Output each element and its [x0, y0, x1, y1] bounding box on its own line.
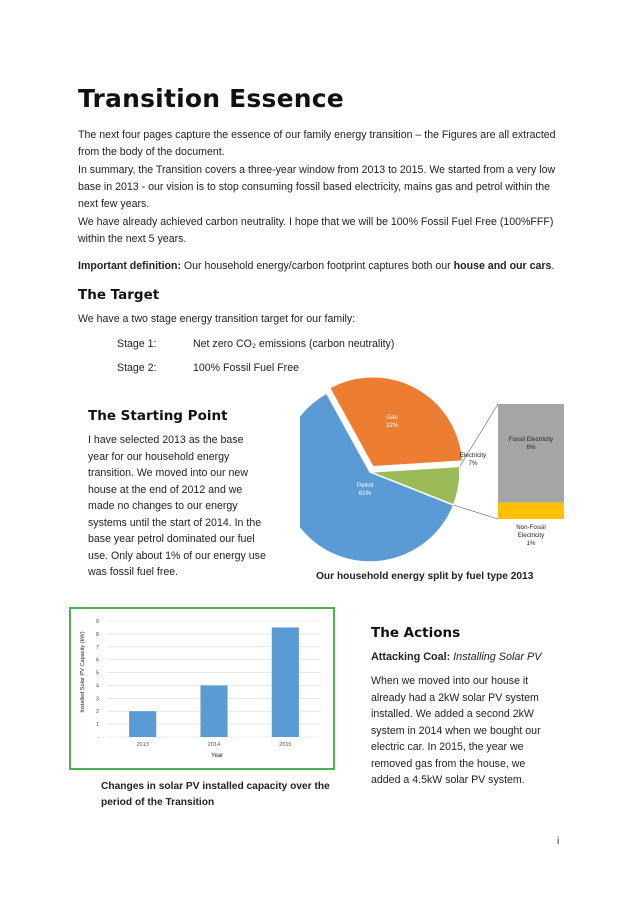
- intro-paragraph-3: We have already achieved carbon neutrality. I hope that we will be 100% Fossil Fuel Free (100%FFF) within the next 5 years.: [78, 216, 554, 245]
- breakdown-label-fossil: [504, 436, 558, 452]
- breakdown-label-nonfossil: [504, 524, 558, 548]
- bar-svg: [71, 609, 333, 768]
- bar-y-axis-label: Installed Solar PV Capacity (kW): [80, 631, 86, 713]
- bar-y-tick-label: 2: [95, 709, 99, 716]
- target-intro: We have a two stage energy transition target for our family:: [78, 313, 356, 325]
- breakdown-label-fossil-value: 6%: [526, 444, 536, 451]
- bar-x-tick-label: 2015: [279, 742, 292, 748]
- pie-label-electricity-value: 7%: [468, 460, 478, 467]
- bar-y-tick-label: 6: [95, 657, 99, 664]
- definition-emphasis: house and our cars: [453, 260, 552, 272]
- definition-end: .: [551, 260, 555, 272]
- bar-y-tick-label: 5: [95, 670, 99, 677]
- bar-y-tick-label: 7: [95, 644, 99, 651]
- target-heading: The Target: [78, 287, 160, 303]
- page-title: Transition Essence: [78, 84, 344, 113]
- actions-heading: The Actions: [371, 625, 461, 641]
- breakdown-bar-fossil: [498, 404, 564, 503]
- stage-1-desc: Net zero CO₂ emissions (carbon neutrality): [193, 338, 395, 350]
- solar-capacity-chart: [69, 607, 335, 770]
- bar-y-tick-label: -: [97, 735, 99, 741]
- stage-1-label: Stage 1:: [117, 338, 157, 350]
- breakdown-label-nonfossil-name: Non-Fossil Electricity: [516, 524, 546, 539]
- intro-paragraph-1: The next four pages capture the essence of our family energy transition – the Figures are all extracted from the body of the document.: [78, 129, 556, 158]
- pie-label-gas: [377, 414, 407, 430]
- page-number: i: [557, 836, 560, 847]
- pie-label-gas-name: Gas: [386, 414, 398, 421]
- bar-y-tick-label: 4: [95, 683, 99, 690]
- actions-text: When we moved into our house it already had a 2kW solar PV system installed. We added a second 2kW system in 2014 when we bought our electric car. In 2015, the year we removed gas from the house, we added a 4.5kW solar PV system.: [371, 675, 541, 786]
- bar-x-axis-label: Year: [211, 753, 224, 759]
- pie-label-gas-value: 32%: [385, 422, 399, 429]
- starting-point-text: I have selected 2013 as the base year for our household energy transition. We moved into our new house at the end of 2012 and we made no changes to our energy systems until the start of 2014. In the base year petrol dominated our fuel use. Only about 1% of our energy use was fossil fuel free.: [88, 434, 266, 578]
- breakdown-connector-bottom: [454, 505, 498, 519]
- bar-2015: [272, 627, 299, 737]
- stage-2-desc: 100% Fossil Fuel Free: [193, 362, 299, 374]
- breakdown-label-nonfossil-value: 1%: [526, 540, 536, 547]
- bar-2013: [129, 711, 156, 737]
- bar-y-tick-label: 3: [95, 696, 99, 703]
- bar-y-tick-label: 1: [95, 722, 99, 729]
- intro-paragraph-2: In summary, the Transition covers a three-year window from 2013 to 2015. We started from a very low base in 2013 - our vision is to stop consuming fossil based electricity, mains gas and petrol within the next few years.: [78, 164, 556, 210]
- definition-label: Important definition:: [78, 260, 181, 272]
- stage-2-label: Stage 2:: [117, 362, 157, 374]
- bar-y-tick-label: 9: [95, 619, 99, 625]
- energy-split-chart: [300, 372, 570, 572]
- actions-subheading-bold: Attacking Coal:: [371, 651, 451, 663]
- starting-point-heading: The Starting Point: [88, 408, 228, 424]
- pie-label-electricity-name: Electricity: [459, 452, 487, 459]
- pie-label-petrol-name: Petrol: [356, 482, 374, 489]
- pie-label-electricity: [455, 452, 491, 468]
- breakdown-bar-nonfossil: [498, 503, 564, 519]
- pie-label-petrol: [350, 482, 380, 498]
- actions-subheading: [371, 651, 541, 663]
- bar-y-tick-label: 8: [95, 631, 99, 638]
- definition-paragraph: [78, 258, 568, 275]
- pie-caption: Our household energy split by fuel type 2013: [316, 571, 534, 582]
- bar-x-tick-label: 2014: [207, 742, 221, 748]
- breakdown-label-fossil-name: Fossil Electricity: [508, 436, 554, 443]
- definition-text: Our household energy/carbon footprint captures both our: [180, 260, 454, 272]
- actions-subheading-italic: Installing Solar PV: [450, 651, 542, 663]
- bar-caption: Changes in solar PV installed capacity over the period of the Transition: [101, 781, 330, 808]
- bar-2014: [200, 685, 227, 737]
- pie-label-petrol-value: 61%: [358, 490, 372, 497]
- bar-x-tick-label: 2013: [136, 742, 149, 748]
